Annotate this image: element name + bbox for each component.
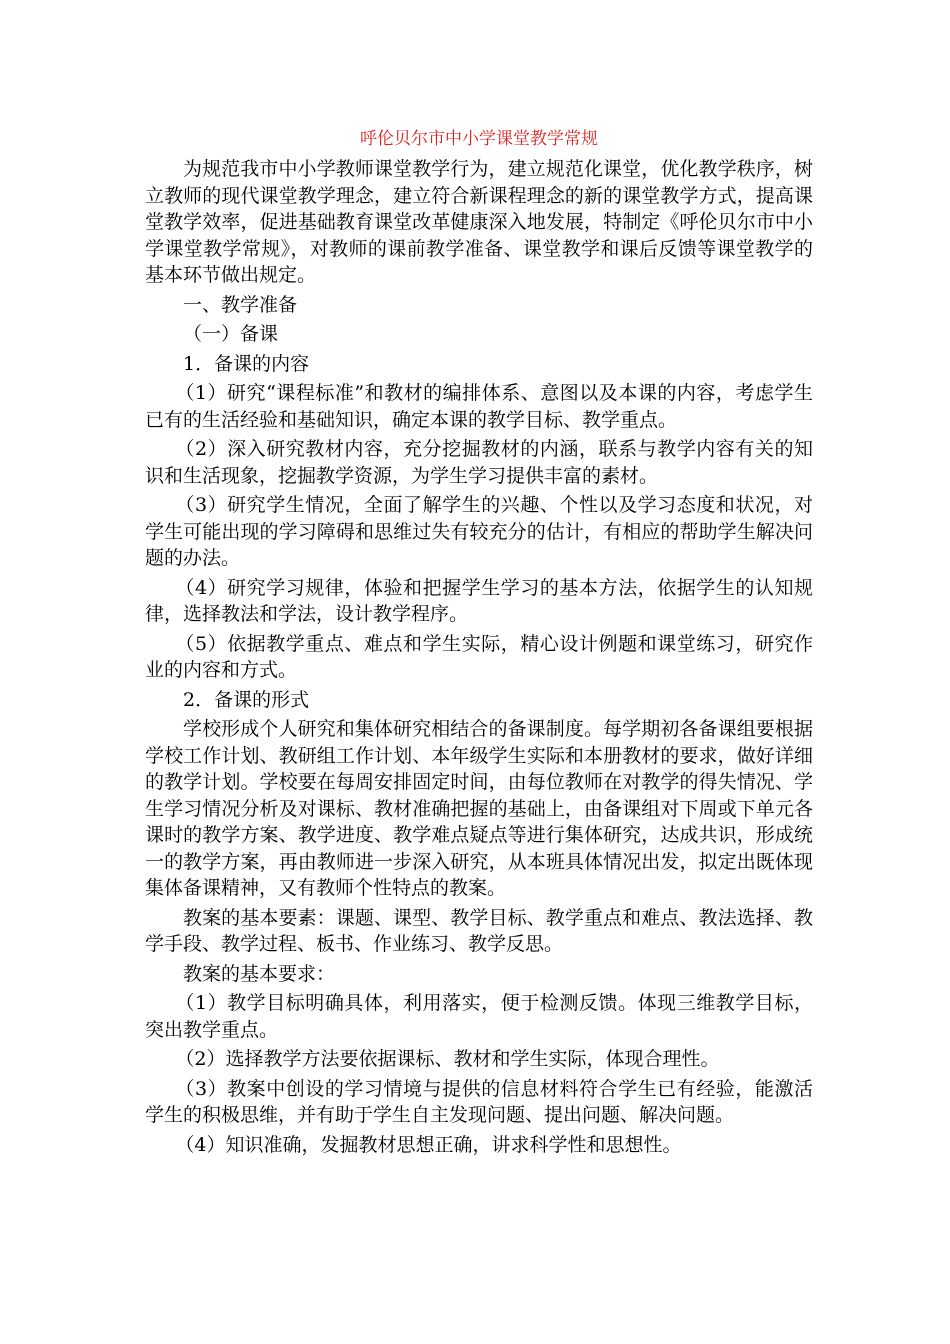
document-page — [145, 126, 813, 1161]
item-heading-prep-form: 2．备课的形式 — [183, 688, 310, 711]
document-title: 呼伦贝尔市中小学课堂教学常规 — [360, 129, 598, 149]
list-item: （2）深入研究教材内容，充分挖掘教材的内涵，联系与教学内容有关的知识和生活现象，挖掘教学资源，为学生学习提供丰富的素材。 — [145, 438, 813, 487]
list-item: （5）依据教学重点、难点和学生实际，精心设计例题和课堂练习，研究作业的内容和方式。 — [145, 632, 813, 681]
body-paragraph: 学校形成个人研究和集体研究相结合的备课制度。每学期初各备课组要根据学校工作计划、教研组工作计划、本年级学生实际和本册教材的要求，做好详细的教学计划。学校要在每周安排固定时间，由每位教师在对教学的得失情况、学生学习情况分析及对课标、教材准确把握的基础上，由备课组对下周或下单元各课时的教学方案、教学进度、教学难点疑点等进行集体研究，达成共识，形成统一的教学方案，再由教师进一步深入研究，从本班具体情况出发，拟定出既体现集体备课精神，又有教师个性特点的教案。 — [145, 718, 813, 899]
list-item: （2）选择教学方法要依据课标、教材和学生实际，体现合理性。 — [175, 1048, 720, 1070]
list-item: （3）研究学生情况，全面了解学生的兴趣、个性以及学习态度和状况，对学生可能出现的学习障碍和思维过失有较充分的估计，有相应的帮助学生解决问题的办法。 — [145, 494, 813, 569]
section-heading-teaching-prep: 一、教学准备 — [183, 293, 298, 316]
list-item: （4）研究学习规律，体验和把握学生学习的基本方法，依据学生的认知规律，选择教法和学法，设计教学程序。 — [145, 576, 813, 625]
intro-paragraph: 为规范我市中小学教师课堂教学行为，建立规范化课堂，优化教学秩序，树立教师的现代课堂教学理念，建立符合新课程理念的新的课堂教学方式，提高课堂教学效率，促进基础教育课堂改革健康深入地发展，特制定《呼伦贝尔市中小学课堂教学常规》，对教师的课前教学准备、课堂教学和课后反馈等课堂教学的基本环节做出规定。 — [145, 158, 813, 286]
list-item: （1）研究“课程标准”和教材的编排体系、意图以及本课的内容，考虑学生已有的生活经验和基础知识，确定本课的教学目标、教学重点。 — [145, 382, 813, 431]
body-paragraph: 教案的基本要素：课题、课型、教学目标、教学重点和难点、教法选择、教学手段、教学过程、板书、作业练习、教学反思。 — [145, 906, 813, 955]
subsection-heading-lesson-prep: （一）备课 — [183, 323, 279, 345]
list-item: （4）知识准确，发掘教材思想正确，讲求科学性和思想性。 — [175, 1133, 682, 1156]
body-paragraph: 教案的基本要求： — [183, 962, 336, 985]
list-item: （3）教案中创设的学习情境与提供的信息材料符合学生已有经验，能激活学生的积极思维，并有助于学生自主发现问题、提出问题、解决问题。 — [145, 1077, 813, 1126]
item-heading-prep-content: 1．备课的内容 — [183, 352, 310, 375]
list-item: （1）教学目标明确具体，利用落实，便于检测反馈。体现三维教学目标，突出教学重点。 — [145, 992, 813, 1041]
